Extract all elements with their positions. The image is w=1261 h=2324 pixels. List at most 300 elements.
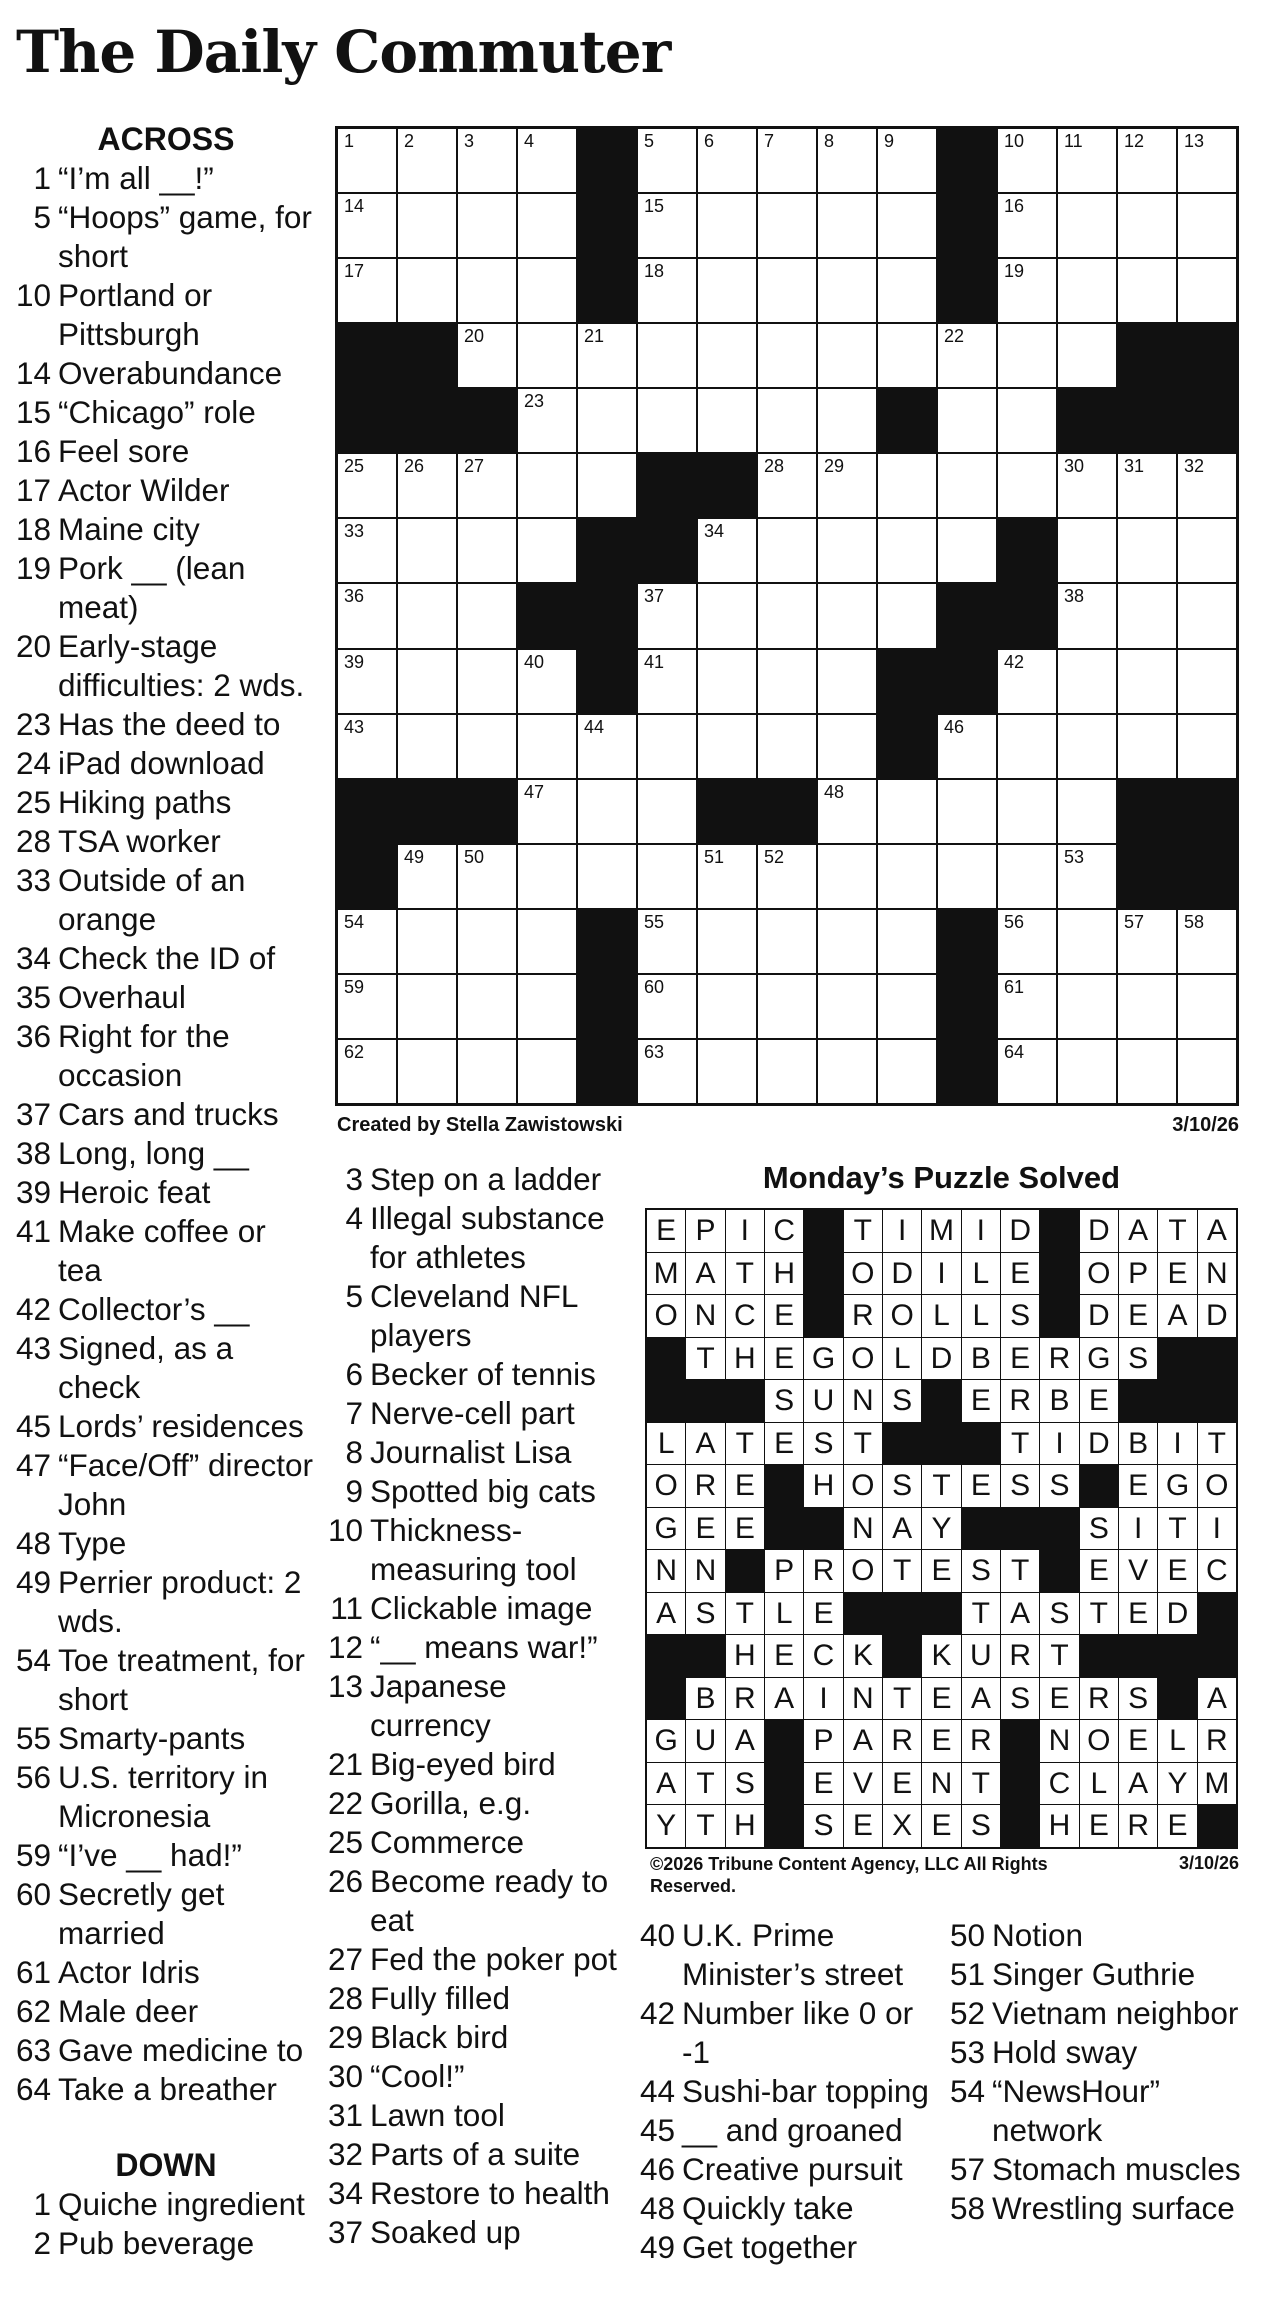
clue-text: Nerve-cell part bbox=[370, 1395, 575, 1431]
grid-cell[interactable] bbox=[1058, 454, 1116, 517]
solution-letter: O bbox=[844, 1253, 882, 1295]
solution-letter: E bbox=[962, 1465, 1000, 1507]
clue-text: Overabundance bbox=[58, 355, 283, 391]
grid-cell[interactable] bbox=[998, 129, 1056, 192]
clue-number: 34 bbox=[328, 2175, 364, 2211]
clue-number: 30 bbox=[328, 2058, 364, 2094]
solution-letter: E bbox=[804, 1593, 842, 1635]
grid-cell[interactable] bbox=[638, 715, 696, 778]
grid-cell[interactable] bbox=[578, 454, 636, 517]
grid-cell[interactable] bbox=[338, 584, 396, 647]
clue-number: 48 bbox=[16, 1525, 52, 1561]
grid-block bbox=[398, 389, 456, 452]
grid-cell[interactable] bbox=[578, 389, 636, 452]
grid-block bbox=[758, 780, 816, 843]
clue-item bbox=[16, 1992, 316, 2031]
grid-cell[interactable] bbox=[998, 389, 1056, 452]
grid-cell[interactable] bbox=[1178, 1040, 1236, 1103]
grid-cell[interactable] bbox=[1058, 910, 1116, 973]
solution-letter: R bbox=[1119, 1805, 1157, 1847]
grid-cell[interactable] bbox=[1058, 324, 1116, 387]
grid-cell[interactable] bbox=[938, 519, 996, 582]
grid-cell[interactable] bbox=[338, 259, 396, 322]
grid-cell[interactable] bbox=[518, 910, 576, 973]
grid-cell[interactable] bbox=[398, 519, 456, 582]
clue-number: 41 bbox=[16, 1213, 52, 1249]
grid-cell[interactable] bbox=[878, 584, 936, 647]
grid-cell[interactable] bbox=[398, 975, 456, 1038]
grid-cell[interactable] bbox=[1178, 975, 1236, 1038]
grid-cell[interactable] bbox=[1058, 194, 1116, 257]
cell-number: 15 bbox=[644, 196, 665, 217]
solution-letter: A bbox=[962, 1678, 1000, 1720]
clue-number: 64 bbox=[16, 2071, 52, 2107]
grid-block bbox=[878, 389, 936, 452]
grid-cell[interactable] bbox=[938, 715, 996, 778]
solution-letter: D bbox=[922, 1338, 960, 1380]
grid-cell[interactable] bbox=[458, 584, 516, 647]
grid-cell[interactable] bbox=[338, 194, 396, 257]
grid-cell[interactable] bbox=[458, 845, 516, 908]
solution-letter: E bbox=[1158, 1253, 1196, 1295]
cell-number: 14 bbox=[344, 196, 365, 217]
clue-item bbox=[16, 705, 316, 744]
solution-block bbox=[1001, 1720, 1039, 1762]
grid-cell[interactable] bbox=[458, 129, 516, 192]
grid-cell[interactable] bbox=[938, 780, 996, 843]
solution-letter: C bbox=[726, 1295, 764, 1337]
clue-number: 35 bbox=[16, 979, 52, 1015]
grid-cell[interactable] bbox=[1178, 650, 1236, 713]
grid-cell[interactable] bbox=[638, 259, 696, 322]
clue-text: Lords’ residences bbox=[58, 1408, 304, 1444]
grid-cell[interactable] bbox=[398, 259, 456, 322]
grid-cell[interactable] bbox=[758, 194, 816, 257]
solution-block bbox=[962, 1508, 1000, 1550]
grid-cell[interactable] bbox=[758, 650, 816, 713]
solution-letter: A bbox=[1158, 1295, 1196, 1337]
grid-cell[interactable] bbox=[818, 1040, 876, 1103]
grid-cell[interactable] bbox=[518, 715, 576, 778]
grid-cell[interactable] bbox=[698, 324, 756, 387]
grid-cell[interactable] bbox=[998, 975, 1056, 1038]
solution-letter: O bbox=[844, 1550, 882, 1592]
grid-cell[interactable] bbox=[1058, 259, 1116, 322]
clue-item bbox=[16, 354, 316, 393]
grid-cell[interactable] bbox=[1178, 454, 1236, 517]
grid-cell[interactable] bbox=[518, 454, 576, 517]
grid-cell[interactable] bbox=[698, 845, 756, 908]
solution-letter: T bbox=[962, 1593, 1000, 1635]
grid-cell[interactable] bbox=[578, 780, 636, 843]
grid-cell[interactable] bbox=[758, 584, 816, 647]
clue-text: Pork __ (lean meat) bbox=[58, 550, 246, 625]
clue-item bbox=[328, 1745, 628, 1784]
grid-cell[interactable] bbox=[578, 845, 636, 908]
grid-cell[interactable] bbox=[998, 324, 1056, 387]
grid-cell[interactable] bbox=[458, 650, 516, 713]
clue-text: Parts of a suite bbox=[370, 2136, 581, 2172]
grid-cell[interactable] bbox=[338, 910, 396, 973]
solution-letter: T bbox=[844, 1210, 882, 1252]
solution-block bbox=[883, 1635, 921, 1677]
grid-cell[interactable] bbox=[1058, 780, 1116, 843]
solution-block bbox=[647, 1380, 685, 1422]
clue-text: Thickness-measuring tool bbox=[370, 1512, 577, 1587]
grid-cell[interactable] bbox=[818, 780, 876, 843]
grid-cell[interactable] bbox=[698, 129, 756, 192]
grid-cell[interactable] bbox=[1118, 259, 1176, 322]
grid-cell[interactable] bbox=[338, 650, 396, 713]
grid-cell[interactable] bbox=[1058, 1040, 1116, 1103]
grid-cell[interactable] bbox=[638, 194, 696, 257]
grid-block bbox=[578, 650, 636, 713]
grid-cell[interactable] bbox=[1058, 129, 1116, 192]
grid-cell[interactable] bbox=[398, 715, 456, 778]
clue-text: Step on a ladder bbox=[370, 1161, 602, 1197]
grid-cell[interactable] bbox=[758, 715, 816, 778]
grid-cell[interactable] bbox=[818, 715, 876, 778]
clue-number: 29 bbox=[328, 2019, 364, 2055]
grid-cell[interactable] bbox=[818, 975, 876, 1038]
grid-cell[interactable] bbox=[758, 1040, 816, 1103]
grid-block bbox=[1058, 389, 1116, 452]
grid-cell[interactable] bbox=[1058, 975, 1116, 1038]
grid-cell[interactable] bbox=[398, 584, 456, 647]
grid-cell[interactable] bbox=[998, 910, 1056, 973]
solution-letter: I bbox=[1040, 1423, 1078, 1465]
clue-item bbox=[16, 2224, 316, 2263]
grid-cell[interactable] bbox=[818, 389, 876, 452]
grid-block bbox=[578, 584, 636, 647]
clue-text: Soaked up bbox=[370, 2214, 521, 2250]
solution-letter: R bbox=[1001, 1380, 1039, 1422]
grid-cell[interactable] bbox=[1178, 259, 1236, 322]
grid-cell[interactable] bbox=[938, 389, 996, 452]
grid-cell[interactable] bbox=[458, 910, 516, 973]
solution-letter: E bbox=[726, 1508, 764, 1550]
grid-cell[interactable] bbox=[1118, 1040, 1176, 1103]
grid-cell[interactable] bbox=[638, 975, 696, 1038]
solution-letter: H bbox=[1040, 1805, 1078, 1847]
grid-cell[interactable] bbox=[1058, 519, 1116, 582]
clue-item bbox=[328, 1823, 628, 1862]
grid-cell[interactable] bbox=[698, 259, 756, 322]
clue-text: Has the deed to bbox=[58, 706, 281, 742]
grid-cell[interactable] bbox=[698, 584, 756, 647]
grid-cell[interactable] bbox=[638, 845, 696, 908]
clue-text: “Hoops” game, for short bbox=[58, 199, 312, 274]
grid-cell[interactable] bbox=[878, 975, 936, 1038]
solution-letter: R bbox=[1080, 1678, 1118, 1720]
grid-cell[interactable] bbox=[998, 259, 1056, 322]
clue-text: “__ means war!” bbox=[370, 1629, 598, 1665]
grid-cell[interactable] bbox=[458, 715, 516, 778]
clue-item bbox=[328, 1862, 628, 1940]
grid-block bbox=[1118, 389, 1176, 452]
grid-block bbox=[338, 780, 396, 843]
grid-cell[interactable] bbox=[518, 780, 576, 843]
grid-cell[interactable] bbox=[698, 975, 756, 1038]
grid-cell[interactable] bbox=[398, 1040, 456, 1103]
cell-number: 56 bbox=[1004, 911, 1025, 932]
grid-cell[interactable] bbox=[458, 975, 516, 1038]
grid-cell[interactable] bbox=[758, 454, 816, 517]
grid-cell[interactable] bbox=[518, 650, 576, 713]
grid-block bbox=[938, 584, 996, 647]
solution-letter: E bbox=[1158, 1550, 1196, 1592]
grid-block bbox=[338, 845, 396, 908]
clue-number: 28 bbox=[328, 1980, 364, 2016]
grid-cell[interactable] bbox=[398, 129, 456, 192]
clue-item bbox=[950, 1994, 1250, 2033]
grid-cell[interactable] bbox=[698, 650, 756, 713]
solution-block bbox=[1040, 1253, 1078, 1295]
grid-cell[interactable] bbox=[518, 1040, 576, 1103]
grid-cell[interactable] bbox=[758, 324, 816, 387]
grid-cell[interactable] bbox=[998, 194, 1056, 257]
grid-cell[interactable] bbox=[758, 389, 816, 452]
grid-cell[interactable] bbox=[878, 910, 936, 973]
grid-cell[interactable] bbox=[818, 845, 876, 908]
grid-cell[interactable] bbox=[938, 845, 996, 908]
grid-cell[interactable] bbox=[518, 389, 576, 452]
solution-block bbox=[962, 1423, 1000, 1465]
grid-cell[interactable] bbox=[638, 324, 696, 387]
grid-cell[interactable] bbox=[638, 129, 696, 192]
clue-item bbox=[16, 1719, 316, 1758]
solution-letter: A bbox=[883, 1508, 921, 1550]
clue-item bbox=[16, 2185, 316, 2224]
grid-cell[interactable] bbox=[1058, 715, 1116, 778]
clue-item bbox=[16, 1836, 316, 1875]
grid-block bbox=[1178, 780, 1236, 843]
grid-block bbox=[578, 519, 636, 582]
grid-cell[interactable] bbox=[1178, 584, 1236, 647]
grid-cell[interactable] bbox=[398, 845, 456, 908]
clue-number: 61 bbox=[16, 1954, 52, 1990]
grid-block bbox=[1118, 780, 1176, 843]
solution-block bbox=[1158, 1380, 1196, 1422]
grid-cell[interactable] bbox=[1118, 650, 1176, 713]
clue-item bbox=[16, 393, 316, 432]
grid-cell[interactable] bbox=[758, 845, 816, 908]
grid-cell[interactable] bbox=[758, 975, 816, 1038]
solution-block bbox=[1080, 1635, 1118, 1677]
solution-letter: R bbox=[962, 1720, 1000, 1762]
clue-item bbox=[16, 1095, 316, 1134]
grid-cell[interactable] bbox=[878, 129, 936, 192]
grid-cell[interactable] bbox=[818, 910, 876, 973]
grid-cell[interactable] bbox=[638, 910, 696, 973]
grid-cell[interactable] bbox=[518, 519, 576, 582]
grid-cell[interactable] bbox=[638, 389, 696, 452]
grid-cell[interactable] bbox=[758, 910, 816, 973]
grid-cell[interactable] bbox=[338, 454, 396, 517]
clue-number: 27 bbox=[328, 1941, 364, 1977]
grid-cell[interactable] bbox=[878, 780, 936, 843]
solution-letter: I bbox=[1198, 1508, 1236, 1550]
grid-cell[interactable] bbox=[878, 454, 936, 517]
grid-cell[interactable] bbox=[518, 129, 576, 192]
cell-number: 31 bbox=[1124, 456, 1145, 477]
grid-cell[interactable] bbox=[1118, 519, 1176, 582]
grid-block bbox=[638, 454, 696, 517]
grid-cell[interactable] bbox=[458, 324, 516, 387]
clue-text: Long, long __ bbox=[58, 1135, 249, 1171]
grid-cell[interactable] bbox=[878, 845, 936, 908]
grid-cell[interactable] bbox=[338, 975, 396, 1038]
grid-cell[interactable] bbox=[338, 519, 396, 582]
solution-block bbox=[1001, 1763, 1039, 1805]
grid-cell[interactable] bbox=[458, 454, 516, 517]
grid-cell[interactable] bbox=[1058, 650, 1116, 713]
solution-letter: N bbox=[844, 1508, 882, 1550]
grid-cell[interactable] bbox=[1178, 194, 1236, 257]
grid-cell[interactable] bbox=[1118, 584, 1176, 647]
clue-text: Singer Guthrie bbox=[992, 1956, 1196, 1992]
grid-cell[interactable] bbox=[998, 845, 1056, 908]
grid-cell[interactable] bbox=[998, 650, 1056, 713]
grid-cell[interactable] bbox=[998, 715, 1056, 778]
solution-letter: L bbox=[1080, 1763, 1118, 1805]
grid-cell[interactable] bbox=[698, 715, 756, 778]
clue-number: 25 bbox=[328, 1824, 364, 1860]
grid-cell[interactable] bbox=[518, 845, 576, 908]
grid-cell[interactable] bbox=[878, 519, 936, 582]
grid-cell[interactable] bbox=[638, 780, 696, 843]
grid-cell[interactable] bbox=[1118, 454, 1176, 517]
clue-text: Hold sway bbox=[992, 2034, 1138, 2070]
grid-cell[interactable] bbox=[1178, 910, 1236, 973]
grid-block bbox=[398, 780, 456, 843]
grid-cell[interactable] bbox=[818, 519, 876, 582]
grid-cell[interactable] bbox=[758, 519, 816, 582]
grid-cell[interactable] bbox=[998, 454, 1056, 517]
grid-cell[interactable] bbox=[338, 1040, 396, 1103]
grid-cell[interactable] bbox=[818, 259, 876, 322]
grid-cell[interactable] bbox=[458, 519, 516, 582]
solution-block bbox=[1080, 1465, 1118, 1507]
solution-block bbox=[922, 1423, 960, 1465]
grid-cell[interactable] bbox=[758, 129, 816, 192]
clue-item bbox=[16, 822, 316, 861]
grid-cell[interactable] bbox=[938, 324, 996, 387]
grid-cell[interactable] bbox=[1118, 910, 1176, 973]
grid-cell[interactable] bbox=[698, 519, 756, 582]
solution-letter: A bbox=[686, 1253, 724, 1295]
solution-block bbox=[726, 1380, 764, 1422]
grid-cell[interactable] bbox=[998, 1040, 1056, 1103]
cell-number: 52 bbox=[764, 846, 785, 867]
grid-cell[interactable] bbox=[1058, 584, 1116, 647]
grid-block bbox=[938, 910, 996, 973]
grid-cell[interactable] bbox=[458, 194, 516, 257]
grid-cell[interactable] bbox=[1178, 715, 1236, 778]
grid-cell[interactable] bbox=[818, 129, 876, 192]
grid-cell[interactable] bbox=[938, 454, 996, 517]
clue-item bbox=[16, 1875, 316, 1953]
grid-cell[interactable] bbox=[818, 324, 876, 387]
clue-number: 59 bbox=[16, 1837, 52, 1873]
grid-cell[interactable] bbox=[398, 650, 456, 713]
grid-block bbox=[938, 650, 996, 713]
grid-cell[interactable] bbox=[1118, 194, 1176, 257]
grid-block bbox=[518, 584, 576, 647]
grid-cell[interactable] bbox=[878, 194, 936, 257]
solution-letter: P bbox=[686, 1210, 724, 1252]
solution-letter: E bbox=[726, 1465, 764, 1507]
clue-text: Perrier product: 2 wds. bbox=[58, 1564, 302, 1639]
grid-cell[interactable] bbox=[818, 454, 876, 517]
clue-text: Cars and trucks bbox=[58, 1096, 279, 1132]
grid-cell[interactable] bbox=[338, 715, 396, 778]
grid-cell[interactable] bbox=[698, 194, 756, 257]
clue-item bbox=[640, 2111, 940, 2150]
solution-letter: I bbox=[962, 1210, 1000, 1252]
clue-number: 56 bbox=[16, 1759, 52, 1795]
clue-number: 23 bbox=[16, 706, 52, 742]
grid-block bbox=[638, 519, 696, 582]
grid-cell[interactable] bbox=[1118, 129, 1176, 192]
grid-cell[interactable] bbox=[818, 650, 876, 713]
grid-cell[interactable] bbox=[518, 975, 576, 1038]
solution-letter: A bbox=[1001, 1593, 1039, 1635]
grid-cell[interactable] bbox=[1118, 715, 1176, 778]
grid-cell[interactable] bbox=[638, 1040, 696, 1103]
grid-cell[interactable] bbox=[398, 910, 456, 973]
grid-cell[interactable] bbox=[638, 650, 696, 713]
grid-cell[interactable] bbox=[638, 584, 696, 647]
grid-cell[interactable] bbox=[578, 324, 636, 387]
grid-cell[interactable] bbox=[338, 129, 396, 192]
grid-cell[interactable] bbox=[518, 324, 576, 387]
grid-cell[interactable] bbox=[458, 1040, 516, 1103]
grid-cell[interactable] bbox=[698, 389, 756, 452]
grid-cell[interactable] bbox=[1058, 845, 1116, 908]
grid-cell[interactable] bbox=[818, 584, 876, 647]
clue-item bbox=[640, 2072, 940, 2111]
crossword-grid[interactable] bbox=[335, 126, 1239, 1106]
grid-cell[interactable] bbox=[398, 194, 456, 257]
solution-block bbox=[804, 1508, 842, 1550]
grid-cell[interactable] bbox=[698, 910, 756, 973]
clue-number: 2 bbox=[33, 2225, 51, 2261]
grid-cell[interactable] bbox=[878, 1040, 936, 1103]
grid-cell[interactable] bbox=[458, 259, 516, 322]
grid-cell[interactable] bbox=[1178, 519, 1236, 582]
grid-cell[interactable] bbox=[1178, 129, 1236, 192]
grid-cell[interactable] bbox=[518, 259, 576, 322]
grid-cell[interactable] bbox=[578, 715, 636, 778]
grid-cell[interactable] bbox=[758, 259, 816, 322]
clue-text: Male deer bbox=[58, 1993, 199, 2029]
grid-block bbox=[938, 129, 996, 192]
clue-number: 45 bbox=[16, 1408, 52, 1444]
grid-cell[interactable] bbox=[878, 324, 936, 387]
clue-number: 13 bbox=[328, 1668, 364, 1704]
grid-cell[interactable] bbox=[698, 1040, 756, 1103]
grid-cell[interactable] bbox=[1118, 975, 1176, 1038]
grid-cell[interactable] bbox=[518, 194, 576, 257]
grid-cell[interactable] bbox=[878, 259, 936, 322]
grid-cell[interactable] bbox=[998, 780, 1056, 843]
clue-item bbox=[328, 2018, 628, 2057]
grid-block bbox=[938, 259, 996, 322]
grid-cell[interactable] bbox=[818, 194, 876, 257]
solution-letter: N bbox=[686, 1550, 724, 1592]
grid-cell[interactable] bbox=[398, 454, 456, 517]
